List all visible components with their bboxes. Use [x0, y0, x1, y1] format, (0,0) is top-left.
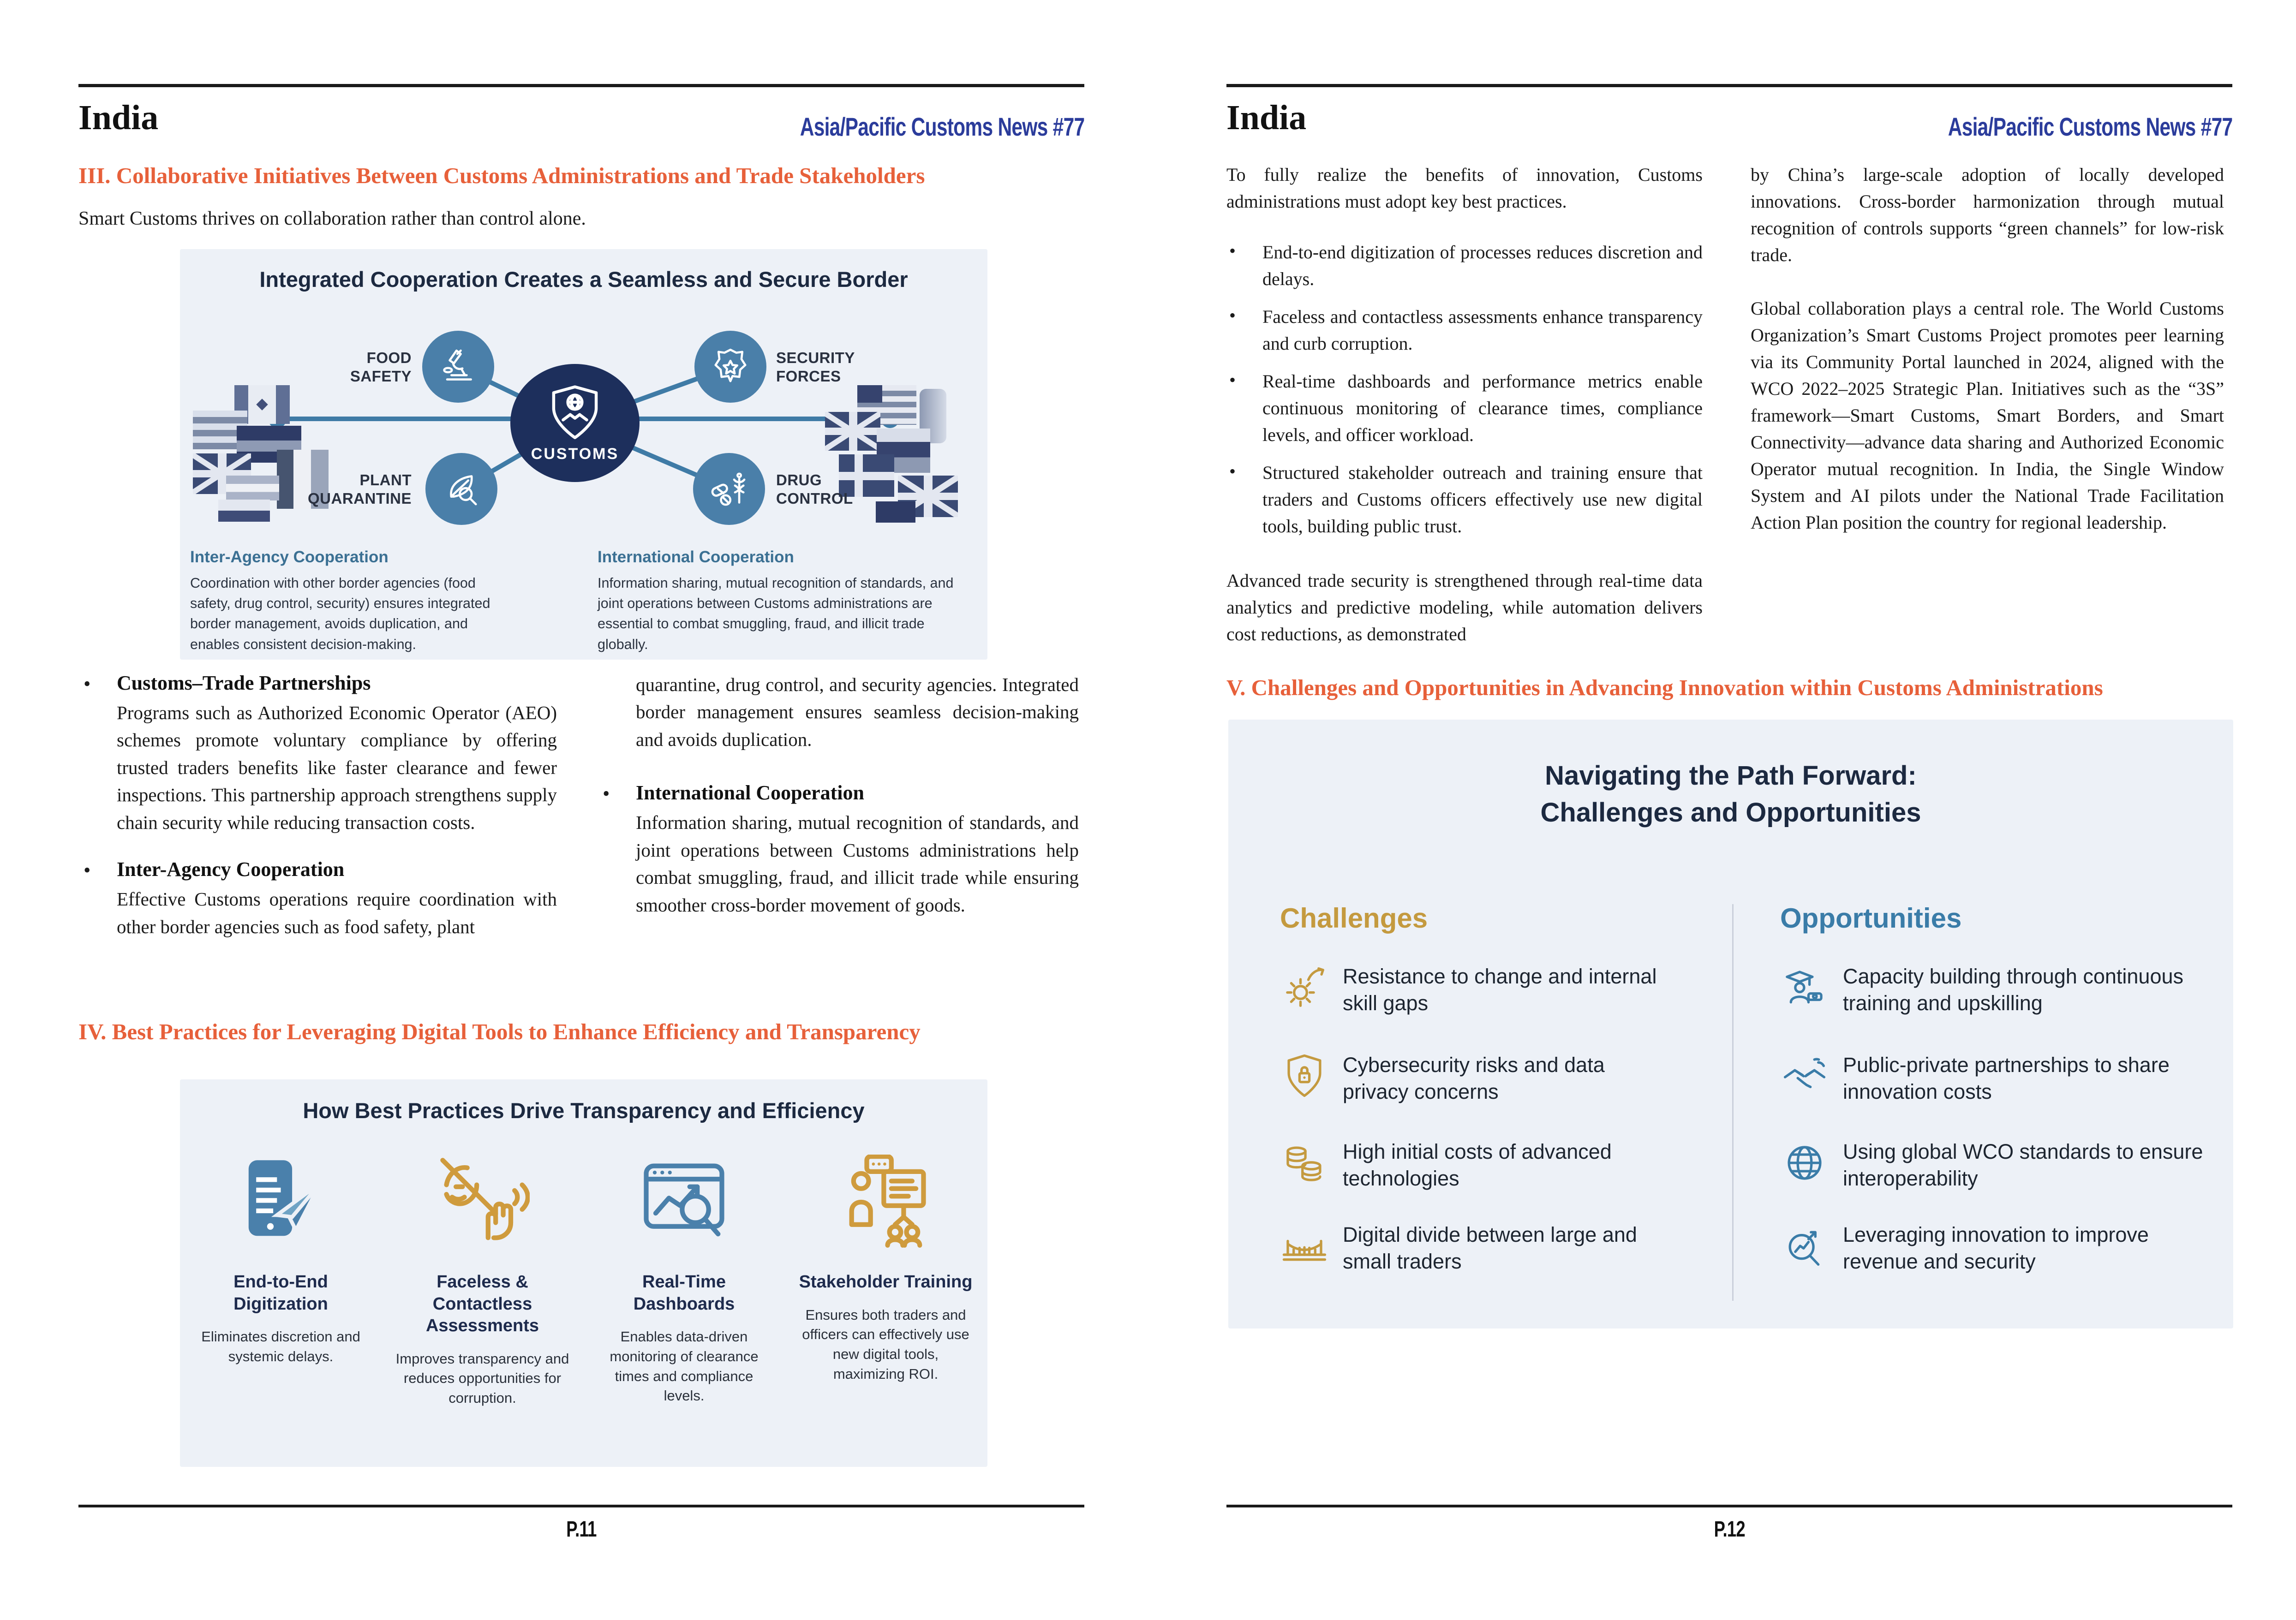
bullet-dot: • — [1229, 369, 1236, 390]
china-adoption-paragraph: by China’s large-scale adoption of locally developed innovations. Cross-border harmonization through mutual recognition of controls supports “green channels” for low-risk trade. — [1751, 164, 2224, 265]
footer-rule — [78, 1505, 1084, 1507]
bullet-column-1 — [81, 671, 557, 962]
label-line: FORCES — [776, 367, 841, 385]
microscope-icon — [437, 345, 479, 388]
list-item — [600, 781, 1079, 919]
list-item — [1226, 304, 1703, 357]
best-practice-title: Real-Time Dashboards — [633, 1272, 735, 1314]
section-3-intro: Smart Customs thrives on collaboration rather than control alone. — [78, 208, 586, 229]
best-practice-desc: Enables data-driven monitoring of clearance times and compliance levels. — [610, 1328, 759, 1404]
infographic-integrated-cooperation — [180, 249, 987, 660]
opportunity-text: Using global WCO standards to ensure interoperability — [1843, 1140, 2203, 1190]
issue-title-text: Asia/Pacific Customs News #77 — [800, 112, 1084, 141]
header-rule — [78, 84, 1084, 87]
section-4-heading: IV. Best Practices for Leveraging Digital Tools to Enhance Efficiency and Transparency — [78, 1019, 921, 1044]
bullet-dot: • — [1229, 305, 1236, 326]
text-column-left — [1226, 161, 1703, 648]
challenge-text: Resistance to change and internal skill gaps — [1343, 965, 1657, 1015]
list-item — [1226, 459, 1703, 540]
list-item-continuation — [600, 671, 1079, 753]
challenge-text: Cybersecurity risks and data privacy concerns — [1343, 1053, 1605, 1103]
inter-agency-cooperation-block — [190, 548, 513, 655]
challenges-header: Challenges — [1280, 903, 1428, 934]
page-title: India — [1226, 98, 1307, 137]
flag-uk — [825, 412, 880, 451]
best-practice-item — [180, 1149, 382, 1408]
list-item — [81, 671, 557, 836]
infographic-challenges-opportunities — [1228, 720, 2233, 1328]
label-line: QUARANTINE — [308, 489, 412, 507]
inter-agency-cooperation-title: Inter-Agency Cooperation — [190, 548, 389, 566]
label-line: CONTROL — [776, 489, 853, 507]
tablet-paper-plane-icon — [233, 1149, 328, 1255]
text-column-right — [1751, 161, 2224, 536]
bullet-body: Programs such as Authorized Economic Operator (AEO) schemes promote voluntary compliance by offering trusted traders benefits like faster clearance and fewer inspections. This partnership approach strengthens supply chain security while reducing transaction costs. — [117, 702, 557, 833]
flag-banded — [226, 476, 279, 500]
list-item — [1226, 368, 1703, 448]
pills-caduceus-icon — [708, 468, 750, 510]
column-divider — [1732, 904, 1734, 1301]
dashboard-chart-icon — [637, 1149, 731, 1255]
label-line: SECURITY — [776, 349, 855, 366]
bullet-dot: • — [1229, 461, 1236, 482]
bullet-body: Faceless and contactless assessments enhance transparency and curb corruption. — [1262, 306, 1703, 354]
footer-rule — [1226, 1505, 2232, 1507]
customs-hub — [510, 364, 640, 482]
bullet-body: Real-time dashboards and performance metrics enable continuous monitoring of clearance times, compliance levels, and officer workload. — [1262, 371, 1703, 445]
best-practice-desc: Improves transparency and reduces opportunities for corruption. — [395, 1350, 569, 1406]
bullet-body: Structured stakeholder outreach and training ensure that traders and Customs officers effectively use new digital tools, building public trust. — [1262, 462, 1703, 536]
bridge-icon — [1280, 1221, 1329, 1270]
challenge-item — [1280, 1052, 1666, 1105]
bullet-dot: • — [603, 782, 610, 805]
bullet-column-2 — [600, 671, 1079, 940]
opportunity-text: Capacity building through continuous training and upskilling — [1843, 965, 2183, 1015]
opportunity-text: Public-private partnerships to share innovation costs — [1843, 1053, 2170, 1103]
bullet-title: Inter-Agency Cooperation — [117, 858, 345, 881]
coin-stacks-icon — [1280, 1138, 1329, 1187]
bullet-dot: • — [84, 859, 91, 882]
best-practice-item — [382, 1149, 583, 1408]
list-item — [1226, 239, 1703, 292]
infographic-3-title-line2: Challenges and Opportunities — [1540, 798, 1921, 828]
flag-detail — [849, 412, 857, 451]
challenge-item — [1280, 963, 1666, 1016]
label-security-forces — [776, 349, 855, 385]
chart-magnifier-icon — [1780, 1221, 1829, 1270]
challenge-item — [1280, 1221, 1666, 1275]
best-practices-row — [180, 1149, 987, 1408]
flag-detail — [218, 453, 227, 494]
bullet-title: Customs–Trade Partnerships — [117, 672, 371, 694]
node-plant-quarantine — [425, 453, 497, 525]
challenge-text: Digital divide between large and small traders — [1343, 1223, 1637, 1273]
badge-star-icon — [709, 345, 752, 388]
section-3-heading: III. Collaborative Initiatives Between Customs Administrations and Trade Stakeholders — [78, 163, 925, 188]
label-plant-quarantine — [277, 471, 412, 507]
best-practice-item — [785, 1149, 987, 1408]
infographic-best-practices — [180, 1079, 987, 1467]
header-rule — [1226, 84, 2232, 87]
infographic-2-title: How Best Practices Drive Transparency and Efficiency — [303, 1098, 865, 1123]
opportunity-item — [1780, 1138, 2207, 1191]
handshake-icon — [1780, 1052, 1829, 1101]
bullet-body: End-to-end digitization of processes reduces discretion and delays. — [1262, 242, 1703, 289]
international-cooperation-title: International Cooperation — [598, 548, 794, 566]
best-practice-item — [583, 1149, 785, 1408]
best-practice-title: Stakeholder Training — [799, 1272, 973, 1292]
trainer-whiteboard-icon — [838, 1149, 933, 1255]
international-cooperation-desc: Information sharing, mutual recognition of standards, and joint operations between Customs administrations are essential to combat smuggling, fraud, and illicit trade globally. — [598, 575, 954, 652]
flag-solid — [876, 501, 915, 523]
best-practice-desc: Eliminates discretion and systemic delays. — [201, 1328, 360, 1364]
issue-title — [1858, 112, 2232, 142]
bullet-dot: • — [84, 673, 91, 695]
best-practice-title: Faceless & Contactless Assessments — [425, 1272, 539, 1335]
page-number-text: P.12 — [1714, 1517, 1745, 1542]
issue-title — [710, 112, 1084, 142]
best-practice-title: End-to-End Digitization — [233, 1272, 328, 1314]
flag-strip — [218, 500, 270, 522]
shield-lock-icon — [1280, 1052, 1329, 1101]
label-line: FOOD — [366, 349, 412, 366]
challenge-item — [1280, 1138, 1666, 1191]
bullet-title: International Cooperation — [636, 781, 864, 804]
label-line: PLANT — [359, 471, 412, 488]
page-number — [1226, 1517, 2232, 1542]
intro-paragraph: To fully realize the benefits of innovation, Customs administrations must adopt key best practices. — [1226, 164, 1703, 212]
global-collaboration-paragraph: Global collaboration plays a central role. The World Customs Organization’s Smart Customs Project promotes peer learning via its Community Portal launched in 2024, aligned with the WCO 2022–2025 Strategic Plan. Initiatives such as the “3S” framework—Smart Customs, Smart Borders, and Smart Connectivity—advance data sharing and Authorized Economic Operator mutual recognition. In India, the Single Window System and AI pilots under the National Trade Facilitation Action Plan position the country for regional leadership. — [1751, 298, 2224, 533]
bullet-body-continuation: quarantine, drug control, and security agencies. Integrated border management ensures seamless decision-making and avoids duplication. — [636, 674, 1079, 750]
page-12 — [1148, 0, 2296, 1620]
inter-agency-cooperation-desc: Coordination with other border agencies (food safety, drug control, security) ensures integrated border management, avoids duplication, and enables consistent decision-making. — [190, 575, 490, 652]
label-line: DRUG — [776, 471, 822, 488]
gear-arrows-icon — [1280, 963, 1329, 1012]
advanced-security-paragraph: Advanced trade security is strengthened through real-time data analytics and predictive modeling, while automation delivers cost reductions, as demonstrated — [1226, 570, 1703, 644]
globe-icon — [1780, 1138, 1829, 1187]
flag-maple-mark — [256, 399, 268, 410]
shield-globe-handshake-icon — [545, 383, 604, 442]
issue-title-text: Asia/Pacific Customs News #77 — [1948, 112, 2232, 141]
challenge-text: High initial costs of advanced technologies — [1343, 1140, 1612, 1190]
opportunity-item — [1780, 963, 2207, 1016]
flag-detail — [924, 476, 933, 517]
opportunity-item — [1780, 1221, 2207, 1275]
page-number — [78, 1517, 1084, 1542]
label-food-safety — [295, 349, 412, 385]
opportunity-text: Leveraging innovation to improve revenue and security — [1843, 1223, 2149, 1273]
customs-hub-label: CUSTOMS — [531, 445, 619, 463]
international-cooperation-block — [598, 548, 962, 655]
list-item — [81, 858, 557, 941]
node-drug-control — [693, 453, 765, 525]
bullet-dot: • — [1229, 240, 1236, 261]
flag-canton — [857, 385, 882, 403]
flag-detail — [855, 454, 863, 497]
page-title: India — [78, 98, 159, 137]
infographic-3-title-line1: Navigating the Path Forward: — [1545, 761, 1917, 791]
label-line: SAFETY — [350, 367, 412, 385]
best-practice-desc: Ensures both traders and officers can effectively use new digital tools, maximizing ROI. — [802, 1306, 969, 1382]
leaf-magnifier-icon — [440, 468, 483, 510]
node-security-forces — [694, 331, 766, 403]
faceless-contactless-icon — [435, 1149, 530, 1255]
label-drug-control — [776, 471, 853, 507]
bullet-body: Information sharing, mutual recognition of standards, and joint operations between Customs administrations help combat smuggling, fraud, and illicit trade while ensuring smoother cross-border movement of goods. — [636, 812, 1079, 916]
section-5-heading: V. Challenges and Opportunities in Advancing Innovation within Customs Administrations — [1226, 675, 2103, 700]
node-food-safety — [422, 331, 494, 403]
opportunities-header: Opportunities — [1780, 903, 1962, 934]
page-number-text: P.11 — [566, 1517, 597, 1542]
infographic-1-title: Integrated Cooperation Creates a Seamless and Secure Border — [259, 267, 908, 292]
graduate-icon — [1780, 963, 1829, 1012]
bullet-body: Effective Customs operations require coordination with other border agencies such as food safety, plant — [117, 888, 557, 937]
opportunity-item — [1780, 1052, 2207, 1105]
